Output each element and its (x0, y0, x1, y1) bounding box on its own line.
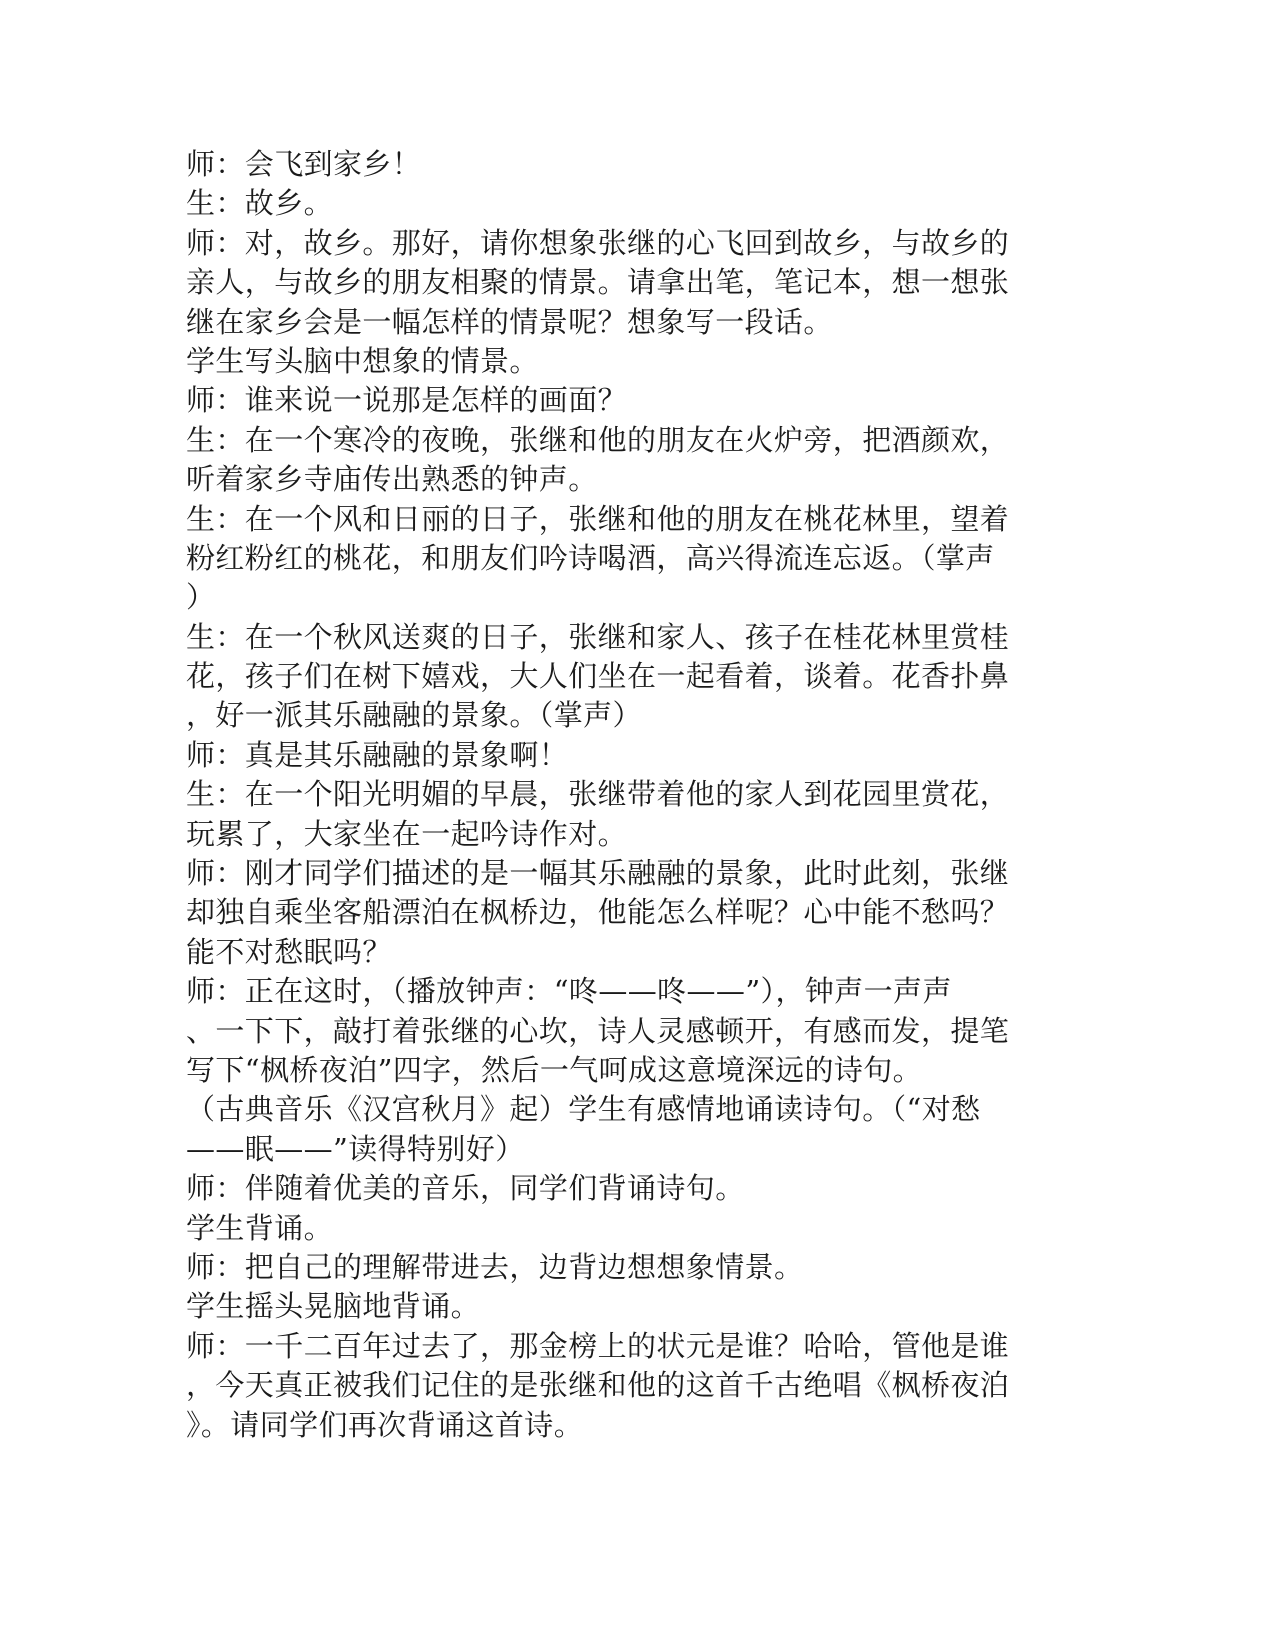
text-line: ——眠——”读得特别好） (186, 1131, 525, 1166)
text-line: ，好一派其乐融融的景象。（掌声） (186, 698, 642, 733)
text-line: 却独自乘坐客船漂泊在枫桥边，他能怎么样呢？心中能不愁吗？ (186, 895, 1010, 930)
text-line: ） (186, 580, 216, 615)
text-line: 能不对愁眠吗？ (186, 934, 392, 969)
text-line: 听着家乡寺庙传出熟悉的钟声。 (186, 462, 598, 497)
text-line: 玩累了，大家坐在一起吟诗作对。 (186, 816, 628, 851)
text-line: 师：会飞到家乡！ (186, 147, 422, 181)
text-line: 学生写头脑中想象的情景。 (186, 343, 539, 378)
text-line: （古典音乐《汉宫秋月》起）学生有感情地诵读诗句。（“对愁 (186, 1092, 981, 1127)
text-line: 师：刚才同学们描述的是一幅其乐融融的景象，此时此刻，张继 (186, 856, 1010, 891)
text-line: 花，孩子们在树下嬉戏，大人们坐在一起看着，谈着。花香扑鼻 (186, 659, 1010, 694)
text-line: 师：一千二百年过去了，那金榜上的状元是谁？哈哈，管他是谁 (186, 1328, 1010, 1363)
text-line: 生：在一个阳光明媚的早晨，张继带着他的家人到花园里赏花， (186, 777, 1010, 812)
text-line: 师：把自己的理解带进去，边背边想想象情景。 (186, 1249, 804, 1284)
text-line: 学生摇头晃脑地背诵。 (186, 1289, 481, 1324)
text-line: 师：真是其乐融融的景象啊！ (186, 737, 569, 772)
text-line: 生：在一个寒冷的夜晚，张继和他的朋友在火炉旁，把酒颜欢， (186, 422, 1010, 457)
text-line: ，今天真正被我们记住的是张继和他的这首千古绝唱《枫桥夜泊 (186, 1368, 1010, 1403)
text-line: 师：对，故乡。那好，请你想象张继的心飞回到故乡，与故乡的 (186, 225, 1010, 260)
text-line: 生：在一个风和日丽的日子，张继和他的朋友在桃花林里，望着 (186, 501, 1010, 536)
text-line: 》。请同学们再次背诵这首诗。 (186, 1407, 584, 1442)
text-line: 生：在一个秋风送爽的日子，张继和家人、孩子在桂花林里赏桂 (186, 619, 1010, 654)
text-line: 写下“枫桥夜泊”四字，然后一气呵成这意境深远的诗句。 (186, 1052, 923, 1087)
text-line: 师：谁来说一说那是怎样的画面？ (186, 383, 628, 418)
text-line: 、一下下，敲打着张继的心坎，诗人灵感顿开，有感而发，提笔 (186, 1013, 1010, 1048)
text-line: 粉红粉红的桃花，和朋友们吟诗喝酒，高兴得流连忘返。（掌声 (186, 540, 995, 575)
text-line: 亲人，与故乡的朋友相聚的情景。请拿出笔，笔记本，想一想张 (186, 265, 1010, 300)
text-line: 师：伴随着优美的音乐，同学们背诵诗句。 (186, 1171, 745, 1206)
text-line: 师：正在这时，（播放钟声：“咚——咚——”），钟声一声声 (186, 974, 952, 1009)
text-line: 学生背诵。 (186, 1210, 334, 1245)
document-body (186, 145, 1056, 1445)
text-line: 继在家乡会是一幅怎样的情景呢？想象写一段话。 (186, 304, 833, 339)
text-line: 生：故乡。 (186, 186, 334, 221)
